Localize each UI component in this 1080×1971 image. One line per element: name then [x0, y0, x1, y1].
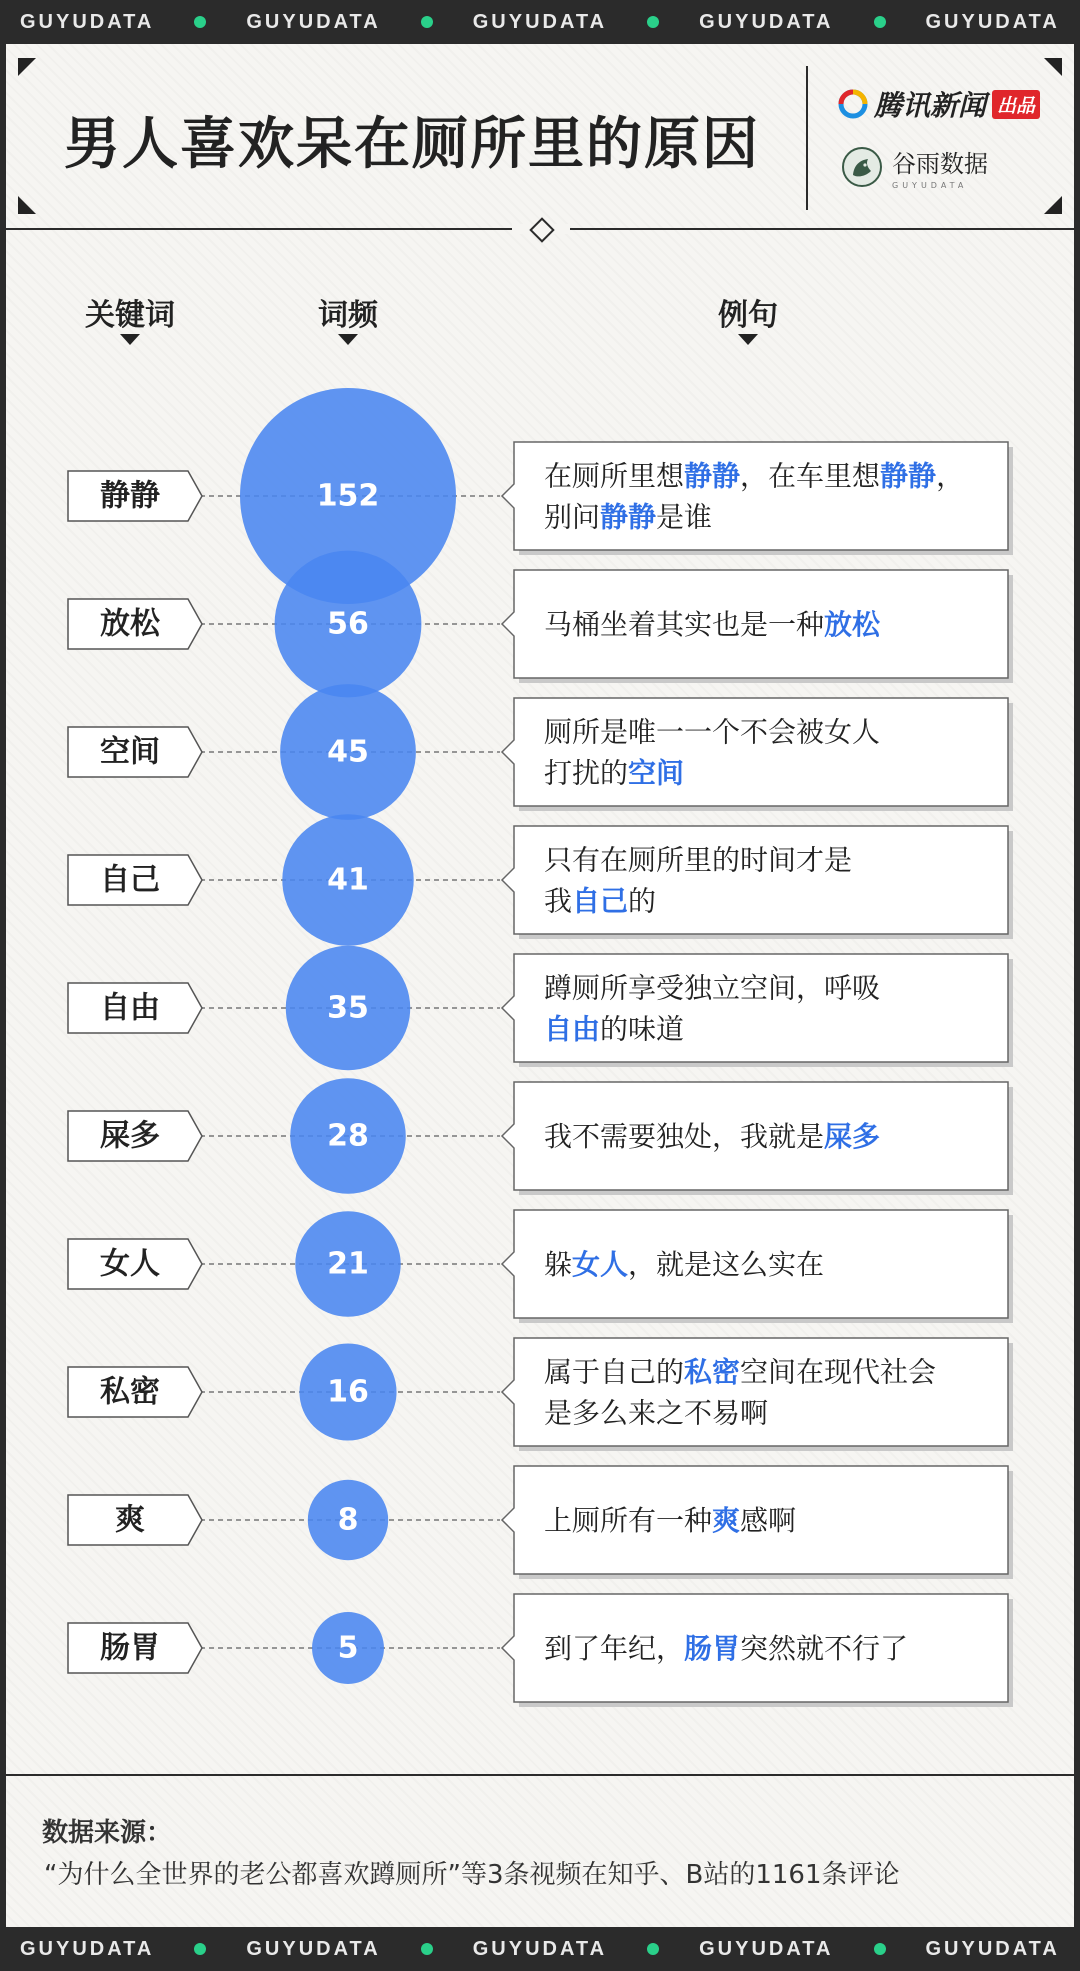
example-keyword: 静静 — [684, 459, 741, 492]
example-text: 马桶坐着其实也是一种 — [544, 607, 825, 641]
band-text: GUYUDATA — [925, 1937, 1060, 1960]
example-line — [544, 843, 852, 876]
keyword-text: 私密 — [100, 1374, 160, 1410]
example-line — [544, 1248, 824, 1281]
tencent-news-tag: 出品 — [992, 90, 1040, 119]
band-text: GUYUDATA — [20, 1937, 155, 1960]
band-text: GUYUDATA — [246, 10, 381, 33]
keyword-text: 空间 — [100, 734, 160, 770]
keyword-text: 自己 — [100, 862, 160, 898]
example-line — [544, 756, 684, 789]
tencent-news-name: 腾讯新闻 — [874, 89, 987, 122]
example-cards — [502, 442, 1013, 1707]
band-dot — [874, 16, 886, 28]
keyword-tag — [68, 1111, 202, 1161]
keyword-tag — [68, 599, 202, 649]
example-keyword: 自由 — [544, 1012, 601, 1045]
band-dot — [194, 16, 206, 28]
example-card — [502, 698, 1013, 811]
keyword-text: 爽 — [115, 1502, 145, 1538]
example-keyword: 肠胃 — [684, 1631, 741, 1665]
example-text: 感啊 — [740, 1503, 797, 1537]
example-card — [502, 1594, 1013, 1707]
band-text: GUYUDATA — [699, 10, 834, 33]
example-line — [544, 1504, 796, 1537]
frequency-value: 5 — [337, 1630, 359, 1666]
band-text: GUYUDATA — [472, 1937, 608, 1960]
page-title: 男人喜欢呆在厕所里的原因 — [64, 112, 760, 177]
example-text: 到了年纪， — [544, 1631, 685, 1665]
example-line — [544, 1355, 936, 1388]
example-keyword: 空间 — [628, 756, 685, 789]
example-card — [502, 570, 1013, 683]
guyu-data-subtitle: GUYUDATA — [892, 181, 968, 190]
example-text: 厕所是唯一一个不会被女人 — [544, 715, 881, 748]
example-keyword: 自己 — [572, 884, 629, 917]
keyword-tag — [68, 1239, 202, 1289]
example-text: ，在车里想 — [740, 459, 881, 492]
example-text: 我 — [544, 884, 573, 917]
example-text: 空间在现代社会 — [740, 1355, 937, 1388]
band-text: GUYUDATA — [472, 10, 608, 33]
frequency-value: 56 — [327, 606, 369, 642]
example-card — [502, 826, 1013, 939]
example-card — [502, 1338, 1013, 1451]
keyword-text: 自由 — [100, 990, 160, 1026]
example-line — [544, 971, 880, 1004]
keyword-tag — [68, 727, 202, 777]
example-text: 突然就不行了 — [740, 1631, 909, 1665]
guyu-data-name: 谷雨数据 — [892, 150, 988, 178]
keyword-text: 屎多 — [100, 1118, 160, 1154]
example-text: 的 — [628, 884, 657, 917]
example-card — [502, 442, 1013, 555]
frequency-value: 45 — [327, 734, 369, 770]
example-card — [502, 1466, 1013, 1579]
band-dot — [647, 1943, 659, 1955]
keyword-tag — [68, 855, 202, 905]
band-dot — [874, 1943, 886, 1955]
source-text: “为什么全世界的老公都喜欢蹲厕所”等3条视频在知乎、B站的1161条评论 — [44, 1860, 900, 1890]
example-keyword: 屎多 — [824, 1119, 881, 1153]
frequency-value: 16 — [327, 1374, 369, 1410]
frequency-value: 41 — [327, 862, 369, 898]
example-line — [544, 1120, 880, 1153]
column-header-frequency: 词频 — [318, 298, 378, 333]
frequency-value: 8 — [337, 1502, 359, 1538]
example-line — [544, 1396, 768, 1429]
band-dot — [647, 16, 659, 28]
example-card — [502, 1082, 1013, 1195]
frequency-value: 152 — [316, 478, 380, 514]
column-header-example: 例句 — [718, 298, 778, 333]
example-text: ， — [936, 459, 965, 492]
top-brand-band — [0, 0, 1080, 44]
example-text: 躲 — [544, 1247, 573, 1281]
example-text: 是多么来之不易啊 — [544, 1396, 769, 1429]
column-header-keyword: 关键词 — [85, 298, 175, 333]
band-text: GUYUDATA — [699, 1937, 834, 1960]
example-text: 在厕所里想 — [544, 459, 685, 492]
source-label: 数据来源： — [42, 1818, 173, 1848]
band-dot — [194, 1943, 206, 1955]
keyword-bubble-chart — [6, 44, 1074, 1744]
band-text: GUYUDATA — [20, 10, 155, 33]
bubbles — [240, 388, 456, 1684]
example-line — [544, 608, 881, 641]
example-line — [544, 715, 880, 748]
band-text: GUYUDATA — [925, 10, 1060, 33]
example-keyword: 静静 — [880, 459, 937, 492]
example-keyword: 爽 — [712, 1503, 741, 1537]
example-text: ，就是这么实在 — [628, 1247, 825, 1281]
keyword-tag — [68, 1367, 202, 1417]
band-dot — [421, 16, 433, 28]
infographic-panel — [6, 44, 1074, 1927]
example-card — [502, 1210, 1013, 1323]
keyword-labels — [68, 471, 202, 1673]
example-text: 是谁 — [656, 500, 713, 533]
example-keyword: 女人 — [572, 1247, 629, 1281]
band-text: GUYUDATA — [246, 1937, 381, 1960]
example-text: 打扰的 — [544, 756, 629, 789]
example-text: 蹲厕所享受独立空间，呼吸 — [544, 971, 881, 1004]
example-text: 别问 — [544, 500, 601, 533]
example-text: 的味道 — [600, 1012, 685, 1045]
frequency-value: 35 — [327, 990, 369, 1026]
keyword-text: 女人 — [100, 1246, 160, 1282]
keyword-tag — [68, 983, 202, 1033]
example-text: 我不需要独处，我就是 — [544, 1119, 825, 1153]
keyword-text: 放松 — [100, 606, 160, 642]
example-line — [544, 459, 964, 492]
band-dot — [421, 1943, 433, 1955]
example-keyword: 私密 — [684, 1355, 741, 1388]
example-keyword: 放松 — [824, 607, 881, 641]
example-line — [544, 1012, 684, 1045]
keyword-text: 静静 — [100, 478, 160, 514]
example-line — [544, 884, 656, 917]
keyword-tag — [68, 1495, 202, 1545]
frequency-value: 28 — [327, 1118, 369, 1154]
bottom-brand-band — [0, 1927, 1080, 1971]
frequency-value: 21 — [327, 1246, 369, 1282]
example-line — [544, 1632, 908, 1665]
footer-rule — [6, 1774, 1074, 1776]
keyword-text: 肠胃 — [100, 1630, 160, 1666]
example-text: 只有在厕所里的时间才是 — [544, 843, 853, 876]
keyword-tag — [68, 471, 202, 521]
example-card — [502, 954, 1013, 1067]
example-line — [544, 500, 712, 533]
example-keyword: 静静 — [600, 500, 657, 533]
example-text: 上厕所有一种 — [544, 1503, 713, 1537]
keyword-tag — [68, 1623, 202, 1673]
example-text: 属于自己的 — [544, 1355, 685, 1388]
